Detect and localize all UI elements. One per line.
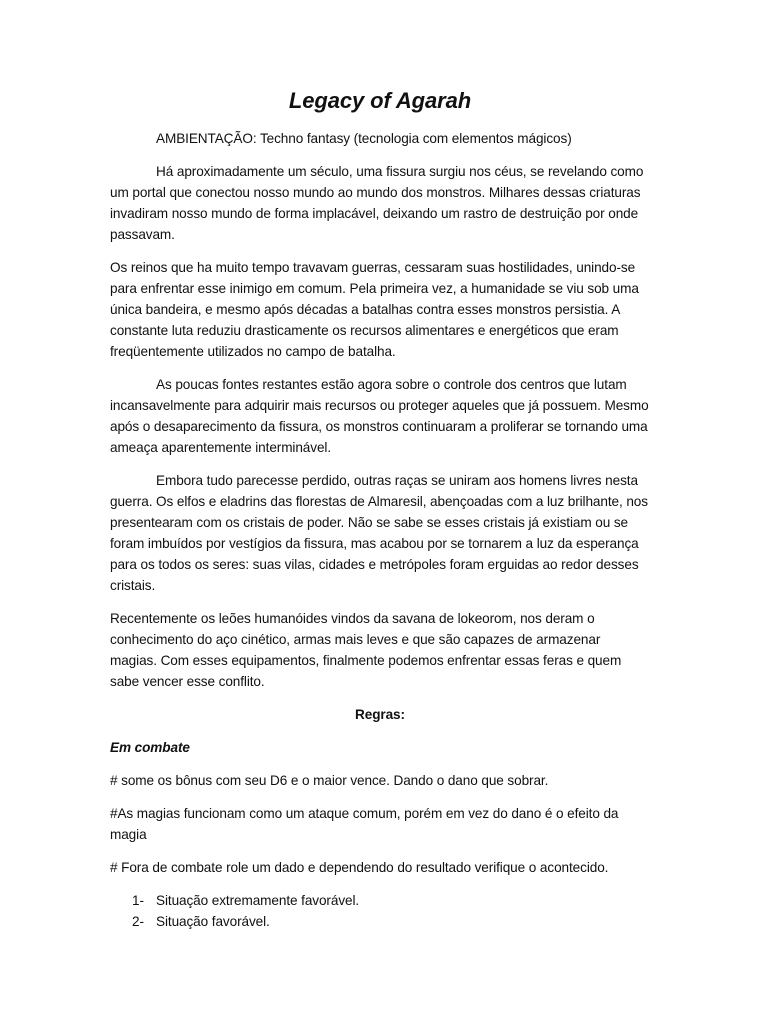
rules-heading: Regras: [355, 707, 405, 722]
paragraph-kingdoms: Os reinos que ha muito tempo travavam guerras, cessaram suas hostilidades, unindo-se para enfrentar esse inimigo em comum. Pela primeira vez, a humanidade se viu sob uma única bandeira, e mesmo após décadas a batalhas contra esses monstros persistia. A constante luta reduziu drasticamente os recursos alimentares e energéticos que eram freqüentemente utilizados no campo de batalha. [110, 260, 639, 359]
paragraph-crystals: Embora tudo parecesse perdido, outras raças se uniram aos homens livres nesta guerra. Os elfos e eladrins das florestas de Almaresil, abençoadas com a luz brilhante, nos presentearam com os cristais de poder. Não se sabe se esses cristais já existiam ou se foram imbuídos por vestígios da fissura, mas acabou por se tornarem a luz da esperança para os todos os seres: suas vilas, cidades e metrópoles foram erguidas ao redor desses cristais. [110, 473, 648, 593]
combat-heading: Em combate [110, 740, 190, 755]
list-item [132, 911, 650, 932]
paragraph-resources: As poucas fontes restantes estão agora sobre o controle dos centros que lutam incansavelmente para adquirir mais recursos ou proteger aqueles que já possuem. Mesmo após o desaparecimento da fissura, os monstros continuaram a proliferar se tornando uma ameaça aparentemente interminável. [110, 377, 649, 455]
list-item [132, 890, 650, 911]
document-page [110, 86, 650, 932]
setting-line: AMBIENTAÇÃO: Techno fantasy (tecnologia com elementos mágicos) [156, 131, 572, 146]
rule-dice: # some os bônus com seu D6 e o maior vence. Dando o dano que sobrar. [110, 773, 549, 788]
list-item-text: Situação extremamente favorável. [156, 893, 360, 908]
paragraph-fissure: Há aproximadamente um século, uma fissura surgiu nos céus, se revelando como um portal que conectou nosso mundo ao mundo dos monstros. Milhares dessas criaturas invadiram nosso mundo de forma implacável, deixando um rastro de destruição por onde passavam. [110, 164, 644, 242]
list-item-text: Situação favorável. [156, 914, 270, 929]
document-title: Legacy of Agarah [288, 88, 472, 113]
list-item-number: 1- [132, 893, 144, 908]
list-item-number: 2- [132, 914, 144, 929]
rule-magic: #As magias funcionam como um ataque comum, porém em vez do dano é o efeito da magia [110, 806, 619, 842]
outcome-list [110, 890, 650, 932]
rule-out-of-combat: # Fora de combate role um dado e dependendo do resultado verifique o acontecido. [110, 860, 609, 875]
paragraph-kinetic-steel: Recentemente os leões humanóides vindos da savana de lokeorom, nos deram o conhecimento do aço cinético, armas mais leves e que são capazes de armazenar magias. Com esses equipamentos, finalmente podemos enfrentar essas feras e quem sabe vencer esse conflito. [110, 611, 622, 689]
